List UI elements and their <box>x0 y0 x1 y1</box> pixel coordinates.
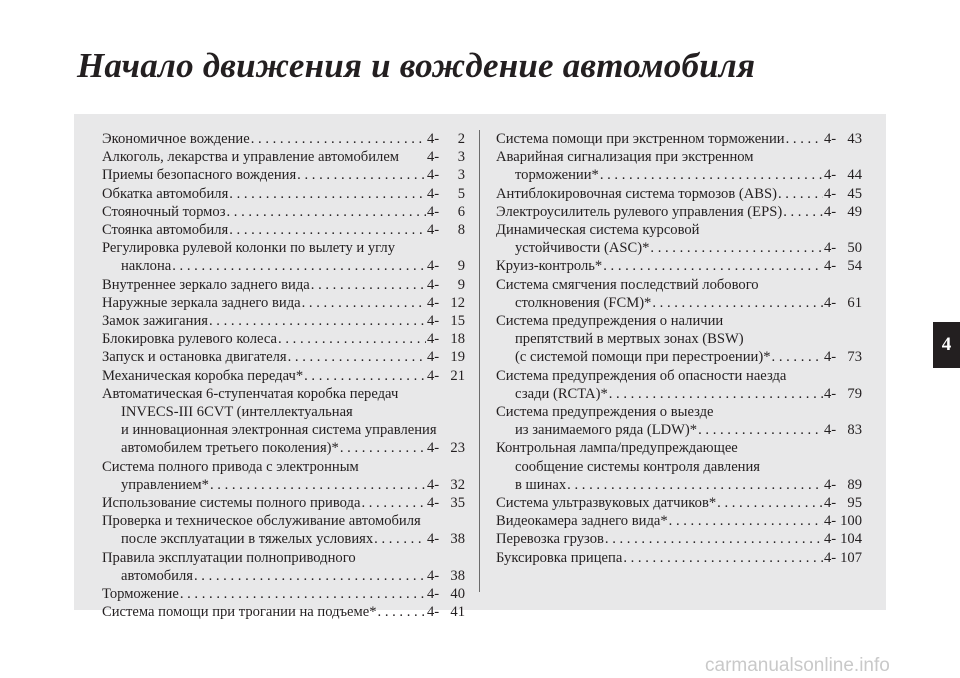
dot-leader <box>600 166 823 184</box>
toc-entry-text: управлением* <box>121 476 209 493</box>
dot-leader <box>210 476 426 494</box>
toc-entry[interactable] <box>102 239 465 275</box>
toc-chapter-number: 4- <box>427 203 440 220</box>
toc-entry-text: после эксплуатации в тяжелых условиях <box>121 531 374 548</box>
toc-entry-text: Блокировка рулевого колеса <box>102 331 278 348</box>
toc-page-ref <box>824 130 862 148</box>
toc-page-number: 21 <box>450 367 465 384</box>
toc-page-ref <box>427 567 465 585</box>
toc-page-number: 54 <box>847 258 862 275</box>
toc-page-ref <box>824 476 862 494</box>
dot-leader <box>772 348 823 366</box>
toc-entry-text: в шинах <box>515 476 567 493</box>
toc-entry-text: Механическая коробка передач* <box>102 367 304 384</box>
toc-chapter-number: 4- <box>824 185 837 202</box>
toc-entry-text: Система предупреждения о выезде <box>496 404 714 421</box>
dot-leader <box>717 494 823 512</box>
toc-chapter-number: 4- <box>427 495 440 512</box>
toc-page-number: 40 <box>450 586 465 603</box>
dot-leader <box>180 585 426 603</box>
toc-entry-text: сообщение системы контроля давления <box>515 458 761 475</box>
toc-entry[interactable] <box>102 203 465 221</box>
dot-leader <box>297 166 426 184</box>
toc-entry[interactable] <box>496 367 862 403</box>
toc-entry-text: Приемы безопасного вождения <box>102 167 297 184</box>
toc-entry-text: препятствий в мертвых зонах (BSW) <box>515 331 744 348</box>
toc-page-number: 35 <box>450 495 465 512</box>
toc-page-ref <box>427 530 465 548</box>
toc-entry-text: Электроусилитель рулевого управления (EPS) <box>496 203 783 220</box>
toc-entry-text: Алкоголь, лекарства и управление автомобилем <box>102 149 400 166</box>
toc-chapter-number: 4- <box>824 513 837 530</box>
toc-page-number: 45 <box>847 185 862 202</box>
toc-page-ref <box>427 585 465 603</box>
dot-leader <box>778 185 823 203</box>
toc-entry-text: Система ультразвуковых датчиков* <box>496 495 717 512</box>
toc-entry[interactable] <box>496 148 862 184</box>
toc-chapter-number: 4- <box>427 476 440 493</box>
toc-entry-text: Экономичное вождение <box>102 131 250 147</box>
toc-page-number: 19 <box>450 349 465 366</box>
toc-chapter-number: 4- <box>427 185 440 202</box>
toc-chapter-number: 4- <box>427 440 440 457</box>
toc-entry-text: Автоматическая 6-ступенчатая коробка передач <box>102 385 399 402</box>
toc-entry[interactable] <box>496 494 862 512</box>
dot-leader <box>378 603 426 621</box>
dot-leader <box>251 130 426 148</box>
toc-chapter-number: 4- <box>427 586 440 603</box>
toc-page-number: 79 <box>847 385 862 402</box>
toc-page-number: 6 <box>457 203 465 220</box>
dot-leader <box>226 203 426 221</box>
toc-entry[interactable] <box>496 130 862 148</box>
toc-entry[interactable] <box>102 458 465 494</box>
toc-entry-text: автомобиля <box>121 567 193 584</box>
toc-page-ref <box>427 330 465 348</box>
toc-entry[interactable] <box>102 166 465 184</box>
toc-entry[interactable] <box>496 403 862 439</box>
toc-page-number: 49 <box>847 203 862 220</box>
toc-entry[interactable] <box>102 185 465 203</box>
toc-entry[interactable] <box>496 276 862 312</box>
toc-page-ref <box>824 549 862 567</box>
toc-entry[interactable] <box>496 549 862 567</box>
toc-chapter-number: 4- <box>427 294 440 311</box>
toc-page-number: 23 <box>450 440 465 457</box>
dot-leader <box>194 567 426 585</box>
toc-page-ref <box>824 494 862 512</box>
toc-right-column <box>496 130 862 567</box>
toc-entry[interactable] <box>102 330 465 348</box>
toc-entry-text: INVECS-III 6CVT (интеллектуальная <box>121 404 353 421</box>
toc-page-ref <box>824 530 862 548</box>
toc-page-number: 32 <box>450 476 465 493</box>
toc-entry-text: из занимаемого ряда (LDW)* <box>515 422 698 439</box>
toc-entry-text: столкновения (FCM)* <box>515 294 652 311</box>
dot-leader <box>603 257 823 275</box>
toc-entry-text: Регулировка рулевой колонки по вылету и углу <box>102 240 395 257</box>
toc-chapter-number: 4- <box>427 331 440 348</box>
toc-chapter-number: 4- <box>427 367 440 384</box>
watermark: carmanualsonline.info <box>705 655 890 676</box>
toc-page-number: 3 <box>457 149 465 166</box>
toc-page-ref <box>824 421 862 439</box>
toc-page-number: 9 <box>457 258 465 275</box>
column-divider <box>479 130 480 592</box>
toc-chapter-number: 4- <box>824 167 837 184</box>
toc-entry-text: Буксировка прицепа <box>496 549 623 566</box>
toc-chapter-number: 4- <box>824 203 837 220</box>
dot-leader <box>374 530 426 548</box>
toc-entry-text: Торможение <box>102 586 179 603</box>
toc-page-number: 43 <box>847 131 862 147</box>
toc-entry-text: Система смягчения последствий лобового <box>496 276 759 293</box>
toc-entry[interactable] <box>102 276 465 294</box>
toc-page-ref <box>824 512 862 530</box>
dot-leader <box>652 294 823 312</box>
toc-entry[interactable] <box>496 512 862 530</box>
toc-chapter-number: 4- <box>824 385 837 402</box>
toc-entry-text: Стояночный тормоз <box>102 203 226 220</box>
toc-entry-text: (с системой помощи при перестроении)* <box>515 349 771 366</box>
toc-page-ref <box>824 166 862 184</box>
toc-chapter-number: 4- <box>427 167 440 184</box>
dot-leader <box>172 257 426 275</box>
toc-entry-text: Использование системы полного привода <box>102 495 361 512</box>
toc-page-number: 15 <box>450 313 465 330</box>
toc-chapter-number: 4- <box>824 258 837 275</box>
toc-page-number: 38 <box>450 567 465 584</box>
page-title: Начало движения и вождение автомобиля <box>77 46 756 85</box>
toc-entry-text: Проверка и техническое обслуживание автомобиля <box>102 513 421 530</box>
toc-entry[interactable] <box>496 203 862 221</box>
toc-chapter-number: 4- <box>824 131 837 147</box>
toc-page-number: 107 <box>840 549 862 566</box>
toc-entry-text: автомобилем третьего поколения)* <box>121 440 339 457</box>
dot-leader <box>229 185 426 203</box>
toc-page-ref <box>427 166 465 184</box>
toc-entry-text: Динамическая система курсовой <box>496 222 700 239</box>
toc-page-ref <box>427 348 465 366</box>
dot-leader <box>698 421 823 439</box>
toc-chapter-number: 4- <box>824 495 837 512</box>
toc-page-number: 18 <box>450 331 465 348</box>
toc-entry[interactable] <box>496 530 862 548</box>
toc-page-ref <box>427 367 465 385</box>
toc-entry-text: устойчивости (ASC)* <box>515 240 650 257</box>
toc-entry-text: Внутреннее зеркало заднего вида <box>102 276 310 293</box>
toc-entry-text: Обкатка автомобиля <box>102 185 229 202</box>
toc-entry-text: Круиз-контроль* <box>496 258 603 275</box>
toc-entry[interactable] <box>496 221 862 257</box>
toc-page-number: 100 <box>840 513 862 530</box>
toc-entry-text: Стоянка автомобиля <box>102 222 229 239</box>
toc-entry[interactable] <box>102 130 465 148</box>
toc-chapter-number: 4- <box>824 531 837 548</box>
toc-entry[interactable] <box>496 439 862 494</box>
dot-leader <box>302 294 426 312</box>
toc-entry-text: Антиблокировочная система тормозов (ABS) <box>496 185 777 202</box>
dot-leader <box>650 239 823 257</box>
toc-chapter-number: 4- <box>427 531 440 548</box>
toc-chapter-number: 4- <box>427 567 440 584</box>
dot-leader <box>209 312 426 330</box>
toc-chapter-number: 4- <box>427 349 440 366</box>
toc-chapter-number: 4- <box>824 240 837 257</box>
toc-chapter-number: 4- <box>824 294 837 311</box>
toc-page-number: 41 <box>450 604 465 621</box>
toc-entry-text: Система предупреждения о наличии <box>496 313 724 330</box>
toc-page-ref <box>824 257 862 275</box>
toc-page-ref <box>427 276 465 294</box>
dot-leader <box>609 385 823 403</box>
dot-leader <box>669 512 823 530</box>
toc-left-column <box>102 130 465 621</box>
toc-page-ref <box>427 203 465 221</box>
toc-page-number: 89 <box>847 476 862 493</box>
toc-entry-text: Перевозка грузов <box>496 531 604 548</box>
toc-page-number: 2 <box>457 131 465 147</box>
toc-page-number: 50 <box>847 240 862 257</box>
toc-entry[interactable] <box>102 221 465 239</box>
toc-entry[interactable] <box>102 512 465 548</box>
dot-leader <box>783 203 823 221</box>
toc-page-number: 12 <box>450 294 465 311</box>
dot-leader <box>288 348 426 366</box>
toc-chapter-number: 4- <box>427 604 440 621</box>
toc-page-number: 9 <box>457 276 465 293</box>
dot-leader <box>605 530 823 548</box>
toc-entry-text: Система предупреждения об опасности наезда <box>496 367 787 384</box>
toc-page-ref <box>824 203 862 221</box>
toc-entry-text: сзади (RCTA)* <box>515 385 608 402</box>
toc-entry-text: Аварийная сигнализация при экстренном <box>496 149 754 166</box>
toc-chapter-number: 4- <box>427 149 440 166</box>
toc-chapter-number: 4- <box>427 131 440 147</box>
toc-entry[interactable] <box>102 549 465 585</box>
toc-page-number: 61 <box>847 294 862 311</box>
toc-entry[interactable] <box>496 185 862 203</box>
toc-entry[interactable] <box>102 312 465 330</box>
toc-chapter-number: 4- <box>824 549 837 566</box>
toc-entry[interactable] <box>102 294 465 312</box>
toc-entry[interactable] <box>102 494 465 512</box>
toc-page-ref <box>427 439 465 457</box>
toc-entry-text: и инновационная электронная система управления <box>121 422 437 439</box>
toc-page-number: 38 <box>450 531 465 548</box>
toc-chapter-number: 4- <box>427 258 440 275</box>
dot-leader <box>623 549 823 567</box>
toc-entry[interactable] <box>102 385 465 458</box>
dot-leader <box>786 130 823 148</box>
toc-page-number: 83 <box>847 422 862 439</box>
toc-entry-text: Система полного привода с электронным <box>102 458 359 475</box>
toc-page-ref <box>824 239 862 257</box>
toc-entry-text: Видеокамера заднего вида* <box>496 513 668 530</box>
dot-leader <box>340 439 426 457</box>
toc-page-ref <box>824 185 862 203</box>
toc-page-number: 44 <box>847 167 862 184</box>
toc-entry-text: Наружные зеркала заднего вида <box>102 294 301 311</box>
toc-entry-text: Контрольная лампа/предупреждающее <box>496 440 738 457</box>
toc-chapter-number: 4- <box>824 422 837 439</box>
toc-entry-text: наклона <box>121 258 172 275</box>
toc-entry[interactable] <box>496 257 862 275</box>
toc-entry[interactable] <box>102 585 465 603</box>
toc-page-ref <box>824 294 862 312</box>
toc-page-ref <box>427 476 465 494</box>
toc-page-ref <box>427 603 465 621</box>
toc-entry[interactable] <box>102 148 465 166</box>
toc-entry-text: Запуск и остановка двигателя <box>102 349 287 366</box>
toc-page-ref <box>824 348 862 366</box>
dot-leader <box>229 221 426 239</box>
toc-chapter-number: 4- <box>824 349 837 366</box>
toc-chapter-number: 4- <box>824 476 837 493</box>
toc-page-ref <box>427 257 465 275</box>
toc-page-ref <box>427 221 465 239</box>
chapter-tab: 4 <box>933 322 960 368</box>
toc-page-number: 5 <box>457 185 465 202</box>
dot-leader <box>304 367 426 385</box>
toc-entry-text: торможении* <box>515 167 599 184</box>
toc-page-ref <box>427 312 465 330</box>
toc-page-ref <box>824 385 862 403</box>
toc-chapter-number: 4- <box>427 222 440 239</box>
toc-page-ref <box>427 148 465 166</box>
toc-entry[interactable] <box>102 367 465 385</box>
toc-page-ref <box>427 130 465 148</box>
toc-entry-text: Правила эксплуатации полноприводного <box>102 549 356 566</box>
toc-entry-text: Система помощи при экстренном торможении <box>496 131 785 147</box>
toc-page-number: 95 <box>847 495 862 512</box>
toc-page-ref <box>427 294 465 312</box>
dot-leader <box>278 330 426 348</box>
toc-page-number: 8 <box>457 222 465 239</box>
toc-chapter-number: 4- <box>427 313 440 330</box>
toc-page-ref <box>427 185 465 203</box>
toc-page-ref <box>427 494 465 512</box>
toc-entry-text: Замок зажигания <box>102 313 208 330</box>
toc-entry[interactable] <box>496 312 862 367</box>
toc-page-number: 73 <box>847 349 862 366</box>
dot-leader <box>361 494 426 512</box>
toc-entry[interactable] <box>102 603 465 621</box>
toc-chapter-number: 4- <box>427 276 440 293</box>
dot-leader <box>311 276 426 294</box>
toc-entry[interactable] <box>102 348 465 366</box>
dot-leader <box>567 476 823 494</box>
toc-page-number: 3 <box>457 167 465 184</box>
toc-page-number: 104 <box>840 531 862 548</box>
toc-entry-text: Система помощи при трогании на подъеме* <box>102 604 377 621</box>
